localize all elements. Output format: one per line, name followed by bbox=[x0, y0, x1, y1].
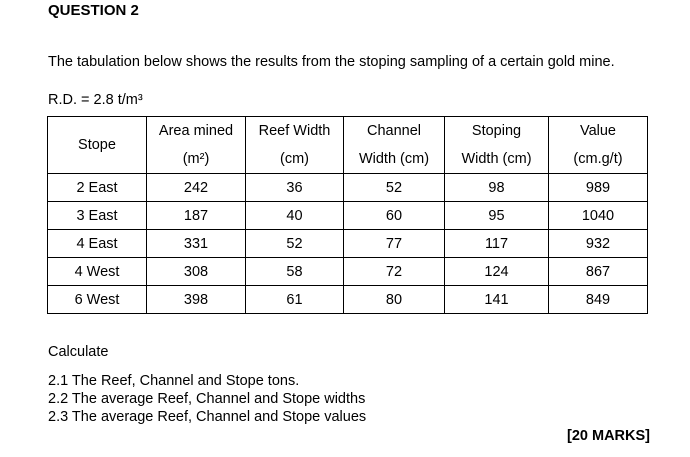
table-row bbox=[48, 202, 648, 230]
header-line1: Value bbox=[579, 123, 616, 139]
header-stoping-width bbox=[445, 117, 549, 174]
header-line2: (cm) bbox=[280, 151, 309, 167]
table-row bbox=[48, 286, 648, 314]
relative-density-note: R.D. = 2.8 t/m³ bbox=[48, 92, 143, 108]
header-stope bbox=[48, 117, 147, 174]
header-line2: (m²) bbox=[182, 151, 210, 167]
cell-channel-width: 52 bbox=[344, 174, 445, 202]
header-value bbox=[549, 117, 648, 174]
header-line2: Width (cm) bbox=[461, 151, 532, 167]
header-line1: Area mined bbox=[158, 123, 234, 139]
cell-stoping-width: 124 bbox=[445, 258, 549, 286]
question-item: 2.2 The average Reef, Channel and Stope widths bbox=[48, 391, 366, 407]
question-items bbox=[48, 372, 366, 426]
cell-channel-width: 80 bbox=[344, 286, 445, 314]
cell-area-mined: 398 bbox=[147, 286, 246, 314]
header-line2: Stope bbox=[78, 137, 116, 153]
cell-stoping-width: 117 bbox=[445, 230, 549, 258]
cell-reef-width: 40 bbox=[246, 202, 344, 230]
header-line1: Reef Width bbox=[258, 123, 331, 139]
cell-area-mined: 242 bbox=[147, 174, 246, 202]
cell-stope: 4 West bbox=[48, 258, 147, 286]
header-line2: (cm.g/t) bbox=[573, 151, 623, 167]
calculate-label: Calculate bbox=[48, 344, 109, 360]
cell-value: 1040 bbox=[549, 202, 648, 230]
cell-stope: 3 East bbox=[48, 202, 147, 230]
cell-area-mined: 187 bbox=[147, 202, 246, 230]
cell-stoping-width: 141 bbox=[445, 286, 549, 314]
header-line2: Width (cm) bbox=[358, 151, 430, 167]
cell-stope: 6 West bbox=[48, 286, 147, 314]
question-item: 2.1 The Reef, Channel and Stope tons. bbox=[48, 373, 300, 389]
header-channel-width bbox=[344, 117, 445, 174]
cell-stoping-width: 98 bbox=[445, 174, 549, 202]
table-row bbox=[48, 174, 648, 202]
cell-channel-width: 60 bbox=[344, 202, 445, 230]
header-reef-width bbox=[246, 117, 344, 174]
cell-reef-width: 58 bbox=[246, 258, 344, 286]
cell-value: 849 bbox=[549, 286, 648, 314]
cell-area-mined: 331 bbox=[147, 230, 246, 258]
cell-channel-width: 72 bbox=[344, 258, 445, 286]
marks-total: [20 MARKS] bbox=[567, 428, 650, 444]
table-row bbox=[48, 230, 648, 258]
cell-reef-width: 61 bbox=[246, 286, 344, 314]
cell-area-mined: 308 bbox=[147, 258, 246, 286]
sampling-table bbox=[47, 116, 648, 314]
question-heading: QUESTION 2 bbox=[48, 2, 139, 19]
header-line1: Channel bbox=[366, 123, 421, 139]
intro-paragraph: The tabulation below shows the results from the stoping sampling of a certain gold mine. bbox=[48, 54, 615, 70]
header-area-mined bbox=[147, 117, 246, 174]
cell-stoping-width: 95 bbox=[445, 202, 549, 230]
question-item: 2.3 The average Reef, Channel and Stope values bbox=[48, 409, 367, 425]
cell-value: 867 bbox=[549, 258, 648, 286]
header-line1: Stoping bbox=[471, 123, 522, 139]
table-header-row bbox=[48, 117, 648, 174]
cell-stope: 2 East bbox=[48, 174, 147, 202]
cell-value: 989 bbox=[549, 174, 648, 202]
cell-value: 932 bbox=[549, 230, 648, 258]
cell-channel-width: 77 bbox=[344, 230, 445, 258]
cell-reef-width: 52 bbox=[246, 230, 344, 258]
table-row bbox=[48, 258, 648, 286]
cell-reef-width: 36 bbox=[246, 174, 344, 202]
cell-stope: 4 East bbox=[48, 230, 147, 258]
